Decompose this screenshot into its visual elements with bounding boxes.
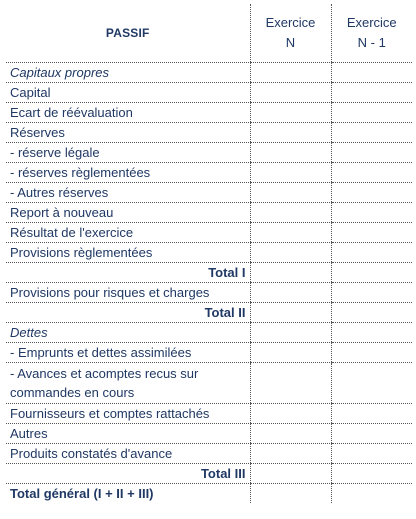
value-cell-n1[interactable] — [331, 404, 412, 424]
value-cell-n1[interactable] — [331, 303, 412, 323]
value-cell-n1[interactable] — [331, 444, 412, 464]
table-row — [6, 424, 412, 444]
value-cell-n1[interactable] — [331, 163, 412, 183]
value-cell-n[interactable] — [250, 444, 331, 464]
row-label: - Avances et acomptes recus sur commandes en cours — [6, 363, 250, 404]
value-cell-n1[interactable] — [331, 363, 412, 404]
value-cell-n[interactable] — [250, 323, 331, 343]
value-cell-n1[interactable] — [331, 484, 412, 504]
row-label: Autres — [6, 424, 250, 444]
table-header-row — [6, 4, 412, 63]
value-cell-n[interactable] — [250, 103, 331, 123]
exercice-n1-header-line1: Exercice — [346, 15, 397, 30]
table-row — [6, 183, 412, 203]
value-cell-n1[interactable] — [331, 203, 412, 223]
value-cell-n[interactable] — [250, 283, 331, 303]
table-row — [6, 404, 412, 424]
row-label: Total II — [6, 303, 250, 323]
value-cell-n1[interactable] — [331, 283, 412, 303]
row-label: Provisions pour risques et charges — [6, 283, 250, 303]
value-cell-n[interactable] — [250, 183, 331, 203]
table-row — [6, 323, 412, 343]
row-label: Réserves — [6, 123, 250, 143]
value-cell-n[interactable] — [250, 363, 331, 404]
row-label: Report à nouveau — [6, 203, 250, 223]
row-label: Ecart de réévaluation — [6, 103, 250, 123]
value-cell-n[interactable] — [250, 303, 331, 323]
value-cell-n1[interactable] — [331, 183, 412, 203]
exercice-n1-header — [331, 4, 412, 63]
value-cell-n[interactable] — [250, 464, 331, 484]
row-label: Capitaux propres — [6, 63, 250, 83]
value-cell-n[interactable] — [250, 404, 331, 424]
table-row — [6, 363, 412, 404]
passif-header: PASSIF — [6, 4, 250, 63]
passif-table — [6, 4, 412, 503]
value-cell-n1[interactable] — [331, 243, 412, 263]
row-label: Fournisseurs et comptes rattachés — [6, 404, 250, 424]
row-label: Total I — [6, 263, 250, 283]
value-cell-n[interactable] — [250, 123, 331, 143]
value-cell-n1[interactable] — [331, 123, 412, 143]
table-row — [6, 484, 412, 504]
exercice-n-header-line1: Exercice — [265, 15, 316, 30]
row-label: - réserve légale — [6, 143, 250, 163]
value-cell-n[interactable] — [250, 83, 331, 103]
row-label: Provisions règlementées — [6, 243, 250, 263]
value-cell-n[interactable] — [250, 243, 331, 263]
value-cell-n1[interactable] — [331, 83, 412, 103]
table-row — [6, 263, 412, 283]
row-label: Capital — [6, 83, 250, 103]
value-cell-n1[interactable] — [331, 464, 412, 484]
value-cell-n1[interactable] — [331, 103, 412, 123]
row-label: - Autres réserves — [6, 183, 250, 203]
row-label: - réserves règlementées — [6, 163, 250, 183]
table-row — [6, 303, 412, 323]
value-cell-n[interactable] — [250, 484, 331, 504]
value-cell-n[interactable] — [250, 343, 331, 363]
table-row — [6, 203, 412, 223]
table-row — [6, 223, 412, 243]
value-cell-n1[interactable] — [331, 323, 412, 343]
table-row — [6, 143, 412, 163]
exercice-n1-header-line2: N - 1 — [357, 35, 386, 50]
row-label: Produits constatés d'avance — [6, 444, 250, 464]
table-row — [6, 243, 412, 263]
table-row — [6, 83, 412, 103]
value-cell-n[interactable] — [250, 203, 331, 223]
value-cell-n[interactable] — [250, 143, 331, 163]
passif-rows — [6, 63, 412, 504]
row-label: Total général (I + II + III) — [10, 486, 154, 501]
table-row — [6, 343, 412, 363]
value-cell-n[interactable] — [250, 223, 331, 243]
value-cell-n1[interactable] — [331, 263, 412, 283]
table-row — [6, 163, 412, 183]
row-label: Dettes — [6, 323, 250, 343]
value-cell-n[interactable] — [250, 63, 331, 83]
table-row — [6, 283, 412, 303]
value-cell-n1[interactable] — [331, 223, 412, 243]
table-row — [6, 123, 412, 143]
value-cell-n1[interactable] — [331, 143, 412, 163]
table-row — [6, 103, 412, 123]
table-row — [6, 444, 412, 464]
table-row — [6, 63, 412, 83]
row-label: Résultat de l'exercice — [6, 223, 250, 243]
value-cell-n[interactable] — [250, 263, 331, 283]
value-cell-n[interactable] — [250, 424, 331, 444]
value-cell-n1[interactable] — [331, 343, 412, 363]
value-cell-n1[interactable] — [331, 424, 412, 444]
row-label: - Emprunts et dettes assimilées — [6, 343, 250, 363]
table-row — [6, 464, 412, 484]
row-label: Total III — [6, 464, 250, 484]
value-cell-n1[interactable] — [331, 63, 412, 83]
exercice-n-header-line2: N — [285, 35, 296, 50]
value-cell-n[interactable] — [250, 163, 331, 183]
exercice-n-header — [250, 4, 331, 63]
